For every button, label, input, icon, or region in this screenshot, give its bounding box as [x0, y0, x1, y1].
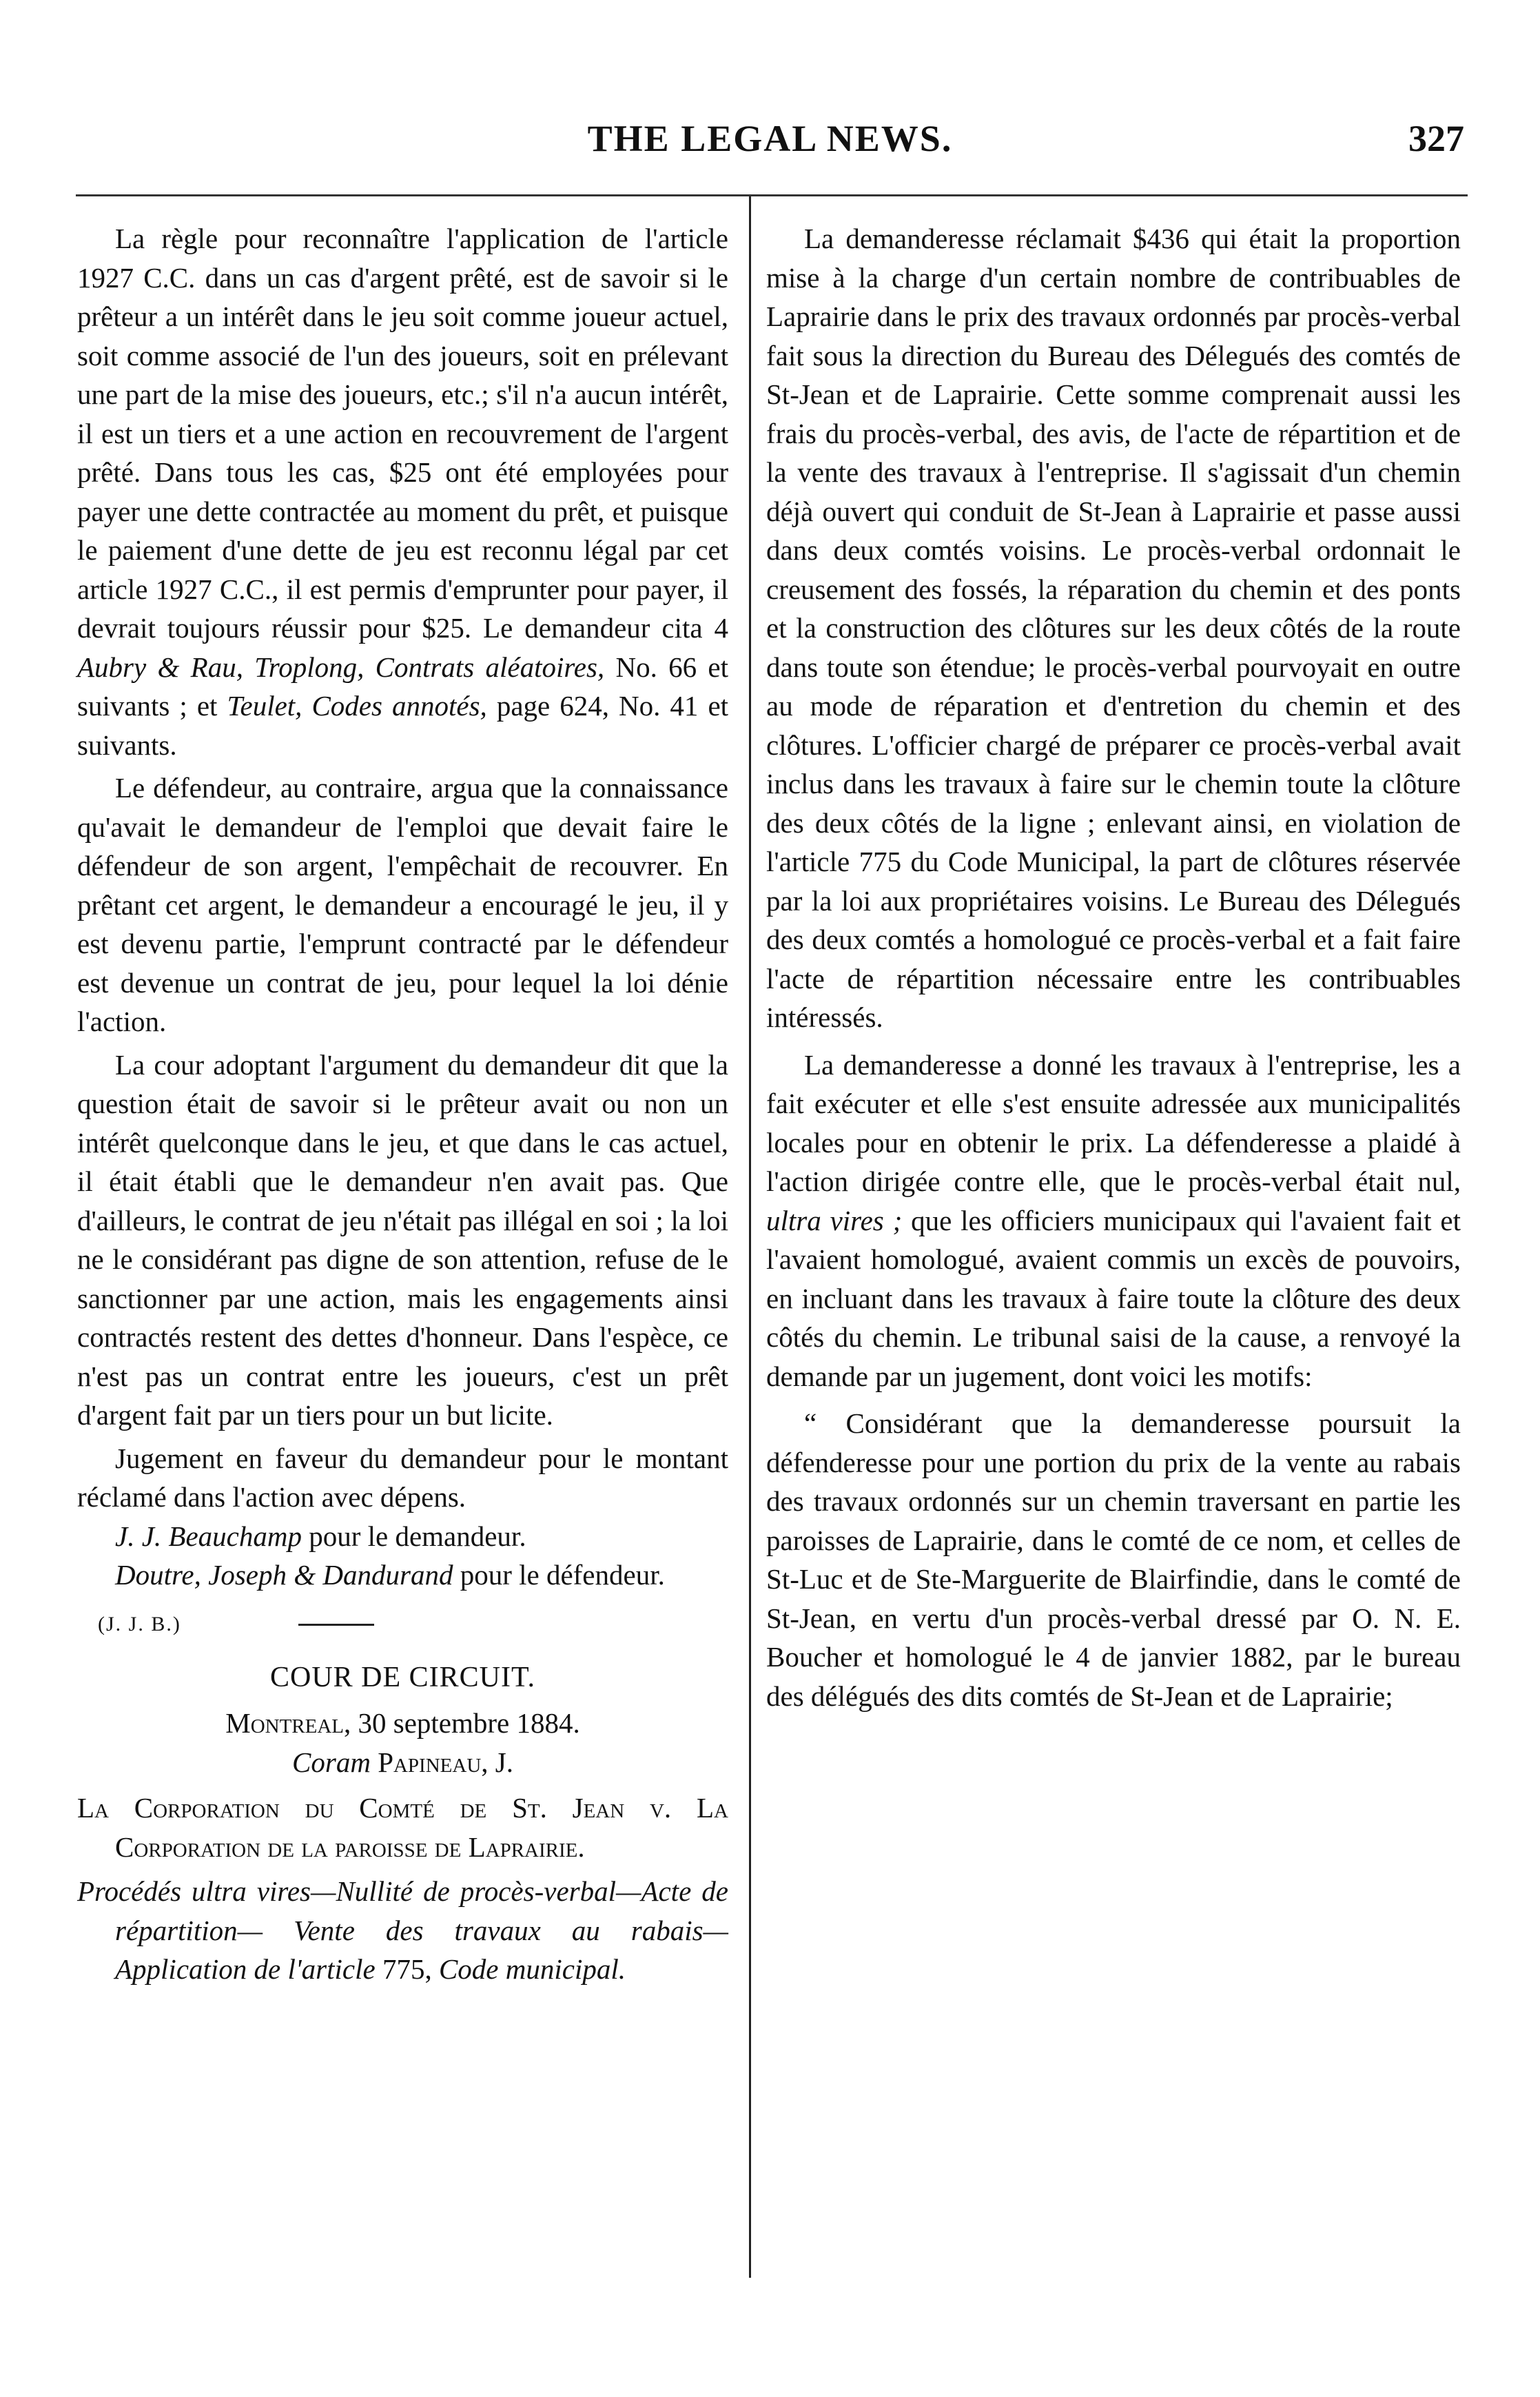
right-column [766, 219, 1461, 1715]
column-divider [749, 196, 751, 2278]
paragraph: Le défendeur, au contraire, argua que la connaissance qu'avait le demandeur de l'emploi que devait faire le défendeur de son argent, l'empêchait de recouvrer. En prêtant cet argent, le demandeur a encouragé le jeu, il y est devenu partie, l'emprunt contracté par le défendeur est devenue un contrat de jeu, pour lequel la loi dénie l'action. [77, 772, 728, 1037]
paragraph: La règle pour reconnaître l'application de l'article 1927 C.C. dans un cas d'argent prêté, est de savoir si le prêteur a un intérêt dans le jeu soit comme joueur actuel, soit comme associé de l'un des joueurs, soit en prélevant une part de la mise des joueurs, etc.; s'il n'a aucun intérêt, il est un tiers et a une action en recouvrement de l'argent prêté. Dans tous les cas, $25 ont été employées pour payer une dette contractée au moment du prêt, et puisque le paiement d'une dette de jeu est reconnu légal par cet article 1927 C.C., il est permis d'emprunter pour payer, il devrait toujours réussir pour $25. Le demandeur cita 4 Aubry & Rau, Troplong, Contrats aléatoires, No. 66 et suivants ; et Teulet, Codes annotés, page 624, No. 41 et suivants. [77, 223, 729, 761]
page-number: 327 [1408, 118, 1464, 159]
dateline: Montreal, 30 septembre 1884. [225, 1707, 580, 1739]
reporter-initials-line [77, 1604, 728, 1646]
running-title: THE LEGAL NEWS. [587, 118, 953, 159]
counsel-defendant: Doutre, Joseph & Dandurand pour le défendeur. [115, 1559, 665, 1591]
paragraph: La demanderesse a donné les travaux à l'entreprise, les a fait exécuter et elle s'est ensuite adressée aux municipalités locales pour en obtenir le prix. La défenderesse a plaidé à l'action dirigée contre elle, que le procès-verbal était nul, ultra vires ; que les officiers municipaux qui l'avaient fait et l'avaient homologué, avaient commis un excès de pouvoirs, en incluant dans les travaux à faire toute la clôture des deux côtés du chemin. Le tribunal saisi de la cause, a renvoyé la demande par un jugement, dont voici les motifs: [766, 1048, 1461, 1392]
citation: Teulet, Codes annotés, [227, 690, 487, 722]
judgment-paragraph: Jugement en faveur du demandeur pour le montant réclamé dans l'action avec dépens. [77, 1442, 728, 1513]
quoted-judgment: “ Considérant que la demanderesse poursuit la défenderesse pour une portion du prix de la vente au rabais des travaux ordonnés sur un chemin traversant en partie les paroisses de Laprairie, dans le comté de ce nom, et celles de St-Luc et de Ste-Marguerite de Blairfindie, dans le comté de St-Jean, en vertu d'un procès-verbal dressé par O. N. E. Boucher et homologué le 4 de janvier 1882, par le bureau des délégués des dits comtés de St-Jean et de Laprairie; [766, 1407, 1461, 1712]
section-rule [298, 1624, 374, 1626]
case-summary: Procédés ultra vires—Nullité de procès-verbal—Acte de répartition— Vente des travaux au rabais—Application de l'article 775, Code municipal. [77, 1875, 728, 1985]
paragraph: La demanderesse réclamait $436 qui était la proportion mise à la charge d'un certain nombre de contribuables de Laprairie dans le prix des travaux ordonnés par procès-verbal fait sous la direction du Bureau des Délegués des comtés de St-Jean et de Laprairie. Cette somme comprenait aussi les frais du procès-verbal, des avis, de l'acte de répartition et de la vente des travaux à l'entreprise. Il s'agissait d'un chemin déjà ouvert qui conduit de St-Jean à Laprairie et passe aussi dans deux comtés voisins. Le procès-verbal ordonnait le creusement des fossés, la réparation du chemin et des ponts et la construction des clôtures sur les deux côtés de la route dans toute son étendue; le procès-verbal pourvoyait en outre au mode de réparation et d'entretion du chemin et des clôtures. L'officier chargé de préparer ce procès-verbal avait inclus dans les travaux à faire sur le chemin toute la clôture des deux côtés de la ligne ; enlevant ainsi, en violation de l'article 775 du Code Municipal, la part de clôtures réservée par la loi aux propriétaires voisins. Le Bureau des Délegués des deux comtés a homologué ce procès-verbal et a fait faire l'acte de répartition nécessaire entre les contribuables intéressés. [766, 223, 1461, 1033]
case-name: La Corporation du Comté de St. Jean v. La Corporation de la paroisse de Laprairie. [77, 1792, 728, 1863]
left-column [77, 219, 728, 1989]
court-heading: COUR DE CIRCUIT. [269, 1661, 536, 1693]
counsel-plaintiff: J. J. Beauchamp pour le demandeur. [115, 1520, 526, 1552]
paragraph: La cour adoptant l'argument du demandeur dit que la question était de savoir si le prêteur avait ou non un intérêt quelconque dans le jeu, et que dans le cas actuel, il était établi que le demandeur n'en avait pas. Que d'ailleurs, le contrat de jeu n'était pas illégal en soi ; la loi ne le considérant pas digne de son attention, refuse de le sanctionner par une action, mais les engagements ainsi contractés restent des dettes d'honneur. Dans l'espèce, ce n'est pas un contrat entre les joueurs, c'est un prêt d'argent fait par un tiers pour un but licite. [77, 1048, 728, 1431]
header-rule [76, 194, 1468, 196]
page-header [76, 117, 1464, 172]
reporter-initials: (J. J. B.) [98, 1613, 181, 1636]
citation: Aubry & Rau, Troplong, Contrats aléatoires, [77, 651, 605, 683]
coram-line: Coram Papineau, J. [292, 1746, 513, 1778]
